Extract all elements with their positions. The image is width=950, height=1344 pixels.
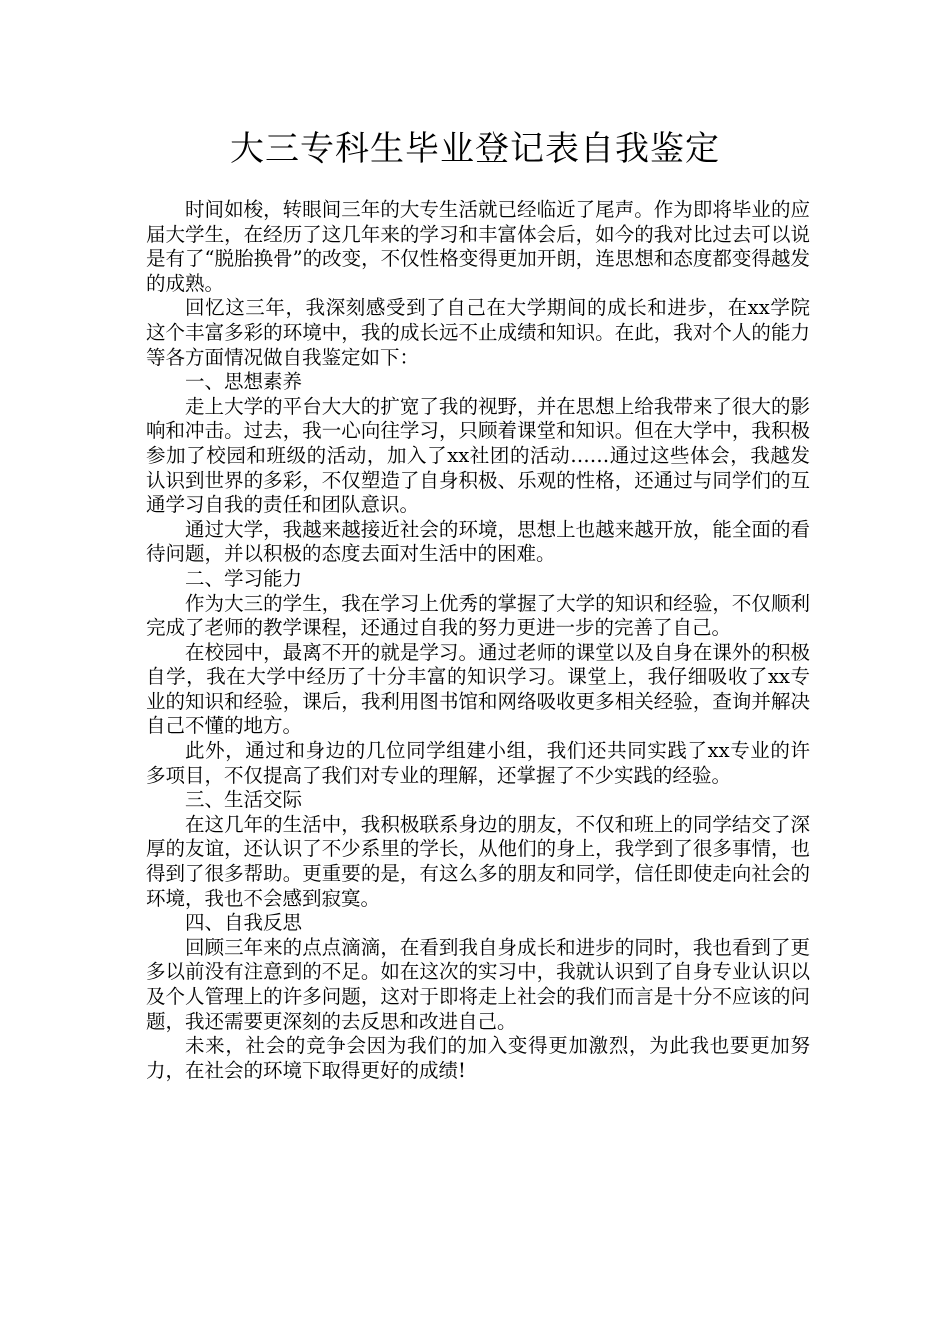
section-heading: 一、思想素养 [185, 370, 303, 394]
paragraph: 回忆这三年，我深刻感受到了自己在大学期间的成长和进步，在xx学院这个丰富多彩的环境中，我的成长远不止成绩和知识。在此，我对个人的能力等各方面情况做自我鉴定如下： [146, 296, 810, 369]
paragraph: 回顾三年来的点点滴滴，在看到我自身成长和进步的同时，我也看到了更多以前没有注意到的不足。如在这次的实习中，我就认识到了自身专业认识以及个人管理上的许多问题，这对于即将走上社会的我们而言是十分不应该的问题，我还需要更深刻的去反思和改进自己。 [146, 935, 810, 1033]
paragraph: 未来，社会的竞争会因为我们的加入变得更加激烈，为此我也要更加努力，在社会的环境下取得更好的成绩! [146, 1034, 810, 1082]
document-title: 大三专科生毕业登记表自我鉴定 [230, 129, 720, 169]
paragraph: 通过大学，我越来越接近社会的环境，思想上也越来越开放，能全面的看待问题，并以积极的态度去面对生活中的困难。 [146, 517, 810, 566]
document-body [146, 198, 810, 1083]
paragraph: 在这几年的生活中，我积极联系身边的朋友，不仅和班上的同学结交了深厚的友谊，还认识了不少系里的学长，从他们的身上，我学到了很多事情，也得到了很多帮助。更重要的是，有这么多的朋友和同学，信任即使走向社会的环境，我也不会感到寂寞。 [146, 812, 810, 910]
paragraph: 时间如梭，转眼间三年的大专生活就已经临近了尾声。作为即将毕业的应届大学生，在经历了这几年来的学习和丰富体会后，如今的我对比过去可以说是有了“脱胎换骨”的改变，不仅性格变得更加开朗，连思想和态度都变得越发的成熟。 [146, 198, 810, 295]
paragraph: 在校园中，最离不开的就是学习。通过老师的课堂以及自身在课外的积极自学，我在大学中经历了十分丰富的知识学习。课堂上，我仔细吸收了xx专业的知识和经验，课后，我利用图书馆和网络吸收更多相关经验，查询并解决自己不懂的地方。 [146, 640, 810, 738]
paragraph: 走上大学的平台大大的扩宽了我的视野，并在思想上给我带来了很大的影响和冲击。过去，我一心向往学习，只顾着课堂和知识。但在大学中，我积极参加了校园和班级的活动，加入了xx社团的活动……通过这些体会，我越发认识到世界的多彩，不仅塑造了自身积极、乐观的性格，还通过与同学们的互通学习自我的责任和团队意识。 [146, 394, 810, 517]
section-heading: 二、学习能力 [185, 566, 303, 590]
paragraph: 此外，通过和身边的几位同学组建小组，我们还共同实践了xx专业的许多项目，不仅提高了我们对专业的理解，还掌握了不少实践的经验。 [146, 739, 810, 787]
section-heading: 三、生活交际 [185, 788, 303, 812]
paragraph: 作为大三的学生，我在学习上优秀的掌握了大学的知识和经验，不仅顺利完成了老师的教学课程，还通过自我的努力更进一步的完善了自己。 [146, 591, 810, 640]
section-heading: 四、自我反思 [185, 911, 303, 935]
